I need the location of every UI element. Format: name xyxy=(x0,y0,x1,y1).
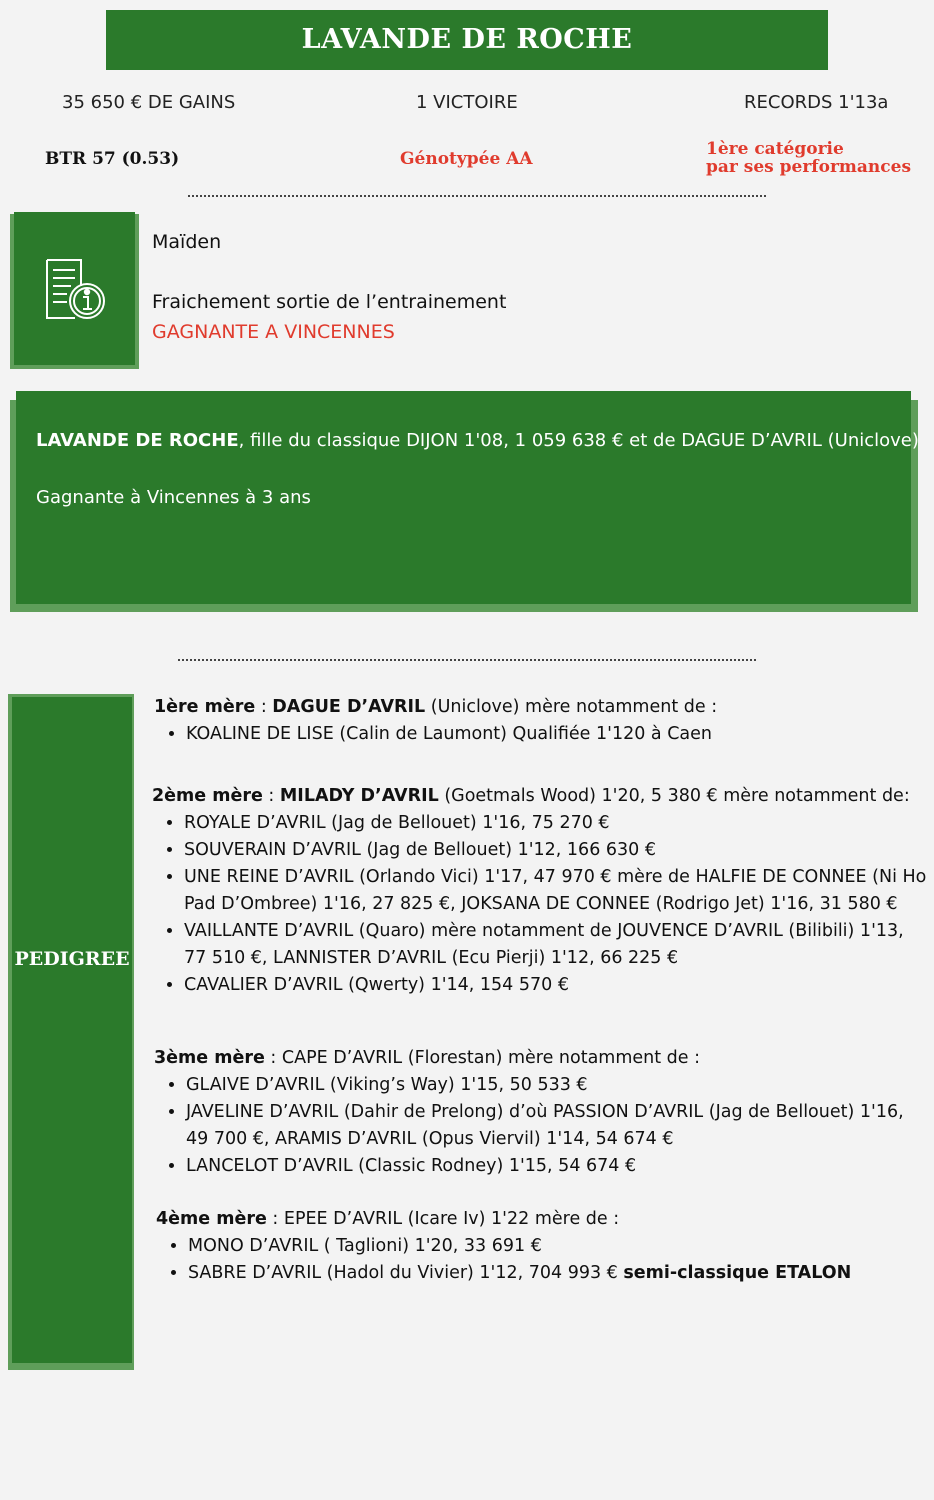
mere4-item2-text: SABRE D’AVRIL (Hadol du Vivier) 1'12, 704 993 € xyxy=(188,1263,624,1283)
list-item: • LANCELOT D’AVRIL (Classic Rodney) 1'15, 54 674 € xyxy=(186,1153,924,1180)
divider xyxy=(188,195,766,197)
gains-stat: 35 650 € DE GAINS xyxy=(62,92,236,113)
mere2-rank: 2ème mère xyxy=(152,786,263,806)
categorie-label xyxy=(706,140,911,176)
list-item: • ROYALE D’AVRIL (Jag de Bellouet) 1'16, 75 270 € xyxy=(184,810,930,837)
divider xyxy=(178,659,756,661)
mere1-heading xyxy=(154,694,924,721)
mere1-section xyxy=(154,694,924,748)
mere3-section xyxy=(154,1045,924,1180)
mere1-rank: 1ère mère xyxy=(154,697,256,717)
mere4-section xyxy=(156,1206,924,1287)
btr-label: BTR 57 (0.53) xyxy=(45,149,180,169)
page-title: LAVANDE DE ROCHE xyxy=(106,10,828,70)
pedigree-label-box xyxy=(12,697,132,1363)
list-item: • CAVALIER D’AVRIL (Qwerty) 1'14, 154 570 € xyxy=(184,972,930,999)
mere2-name: MILADY D’AVRIL xyxy=(279,786,439,806)
info-icon-box xyxy=(14,212,135,365)
list-item: • MONO D’AVRIL ( Taglioni) 1'20, 33 691 € xyxy=(188,1233,924,1260)
mere4-heading xyxy=(156,1206,924,1233)
mere3-list xyxy=(154,1072,924,1180)
mere2-heading xyxy=(152,783,930,810)
list-item: • GLAIVE D’AVRIL (Viking’s Way) 1'15, 50 533 € xyxy=(186,1072,924,1099)
categorie-line2: par ses performances xyxy=(706,157,912,177)
gagnante-status: GAGNANTE A VINCENNES xyxy=(152,321,395,343)
mere2-section xyxy=(152,783,930,999)
sortie-status: Fraichement sortie de l’entrainement xyxy=(152,291,507,313)
mere4-rank: 4ème mère xyxy=(156,1209,267,1229)
mere2-list xyxy=(152,810,930,999)
mere1-name: DAGUE D’AVRIL xyxy=(272,697,426,717)
records-stat: RECORDS 1'13a xyxy=(744,92,889,113)
mere4-item2-bold: semi-classique ETALON xyxy=(623,1263,852,1283)
list-item: • KOALINE DE LISE (Calin de Laumont) Qualifiée 1'120 à Caen xyxy=(186,721,924,748)
list-item: • JAVELINE D’AVRIL (Dahir de Prelong) d’où PASSION D’AVRIL (Jag de Bellouet) 1'16, 49 700 €, ARAMIS D’AVRIL (Opus Viervil) 1'14, 54 674 € xyxy=(186,1099,924,1153)
mere1-rest: (Uniclove) mère notamment de : xyxy=(425,697,718,717)
genotype-label: Génotypée AA xyxy=(400,149,533,169)
mere1-sep: : xyxy=(255,697,273,717)
horse-name: LAVANDE DE ROCHE xyxy=(36,430,239,451)
list-item: • UNE REINE D’AVRIL (Orlando Vici) 1'17, 47 970 € mère de HALFIE DE CONNEE (Ni Ho Pad D’Ombree) 1'16, 27 825 €, JOKSANA DE CONNEE (Rodrigo Jet) 1'16, 31 580 € xyxy=(184,864,930,918)
mere1-list xyxy=(154,721,924,748)
mere2-rest: (Goetmals Wood) 1'20, 5 380 € mère notamment de: xyxy=(438,786,910,806)
mere2-sep: : xyxy=(262,786,280,806)
mere4-list xyxy=(156,1233,924,1287)
mere3-rest: : CAPE D’AVRIL (Florestan) mère notamment de : xyxy=(264,1048,701,1068)
victoires-stat: 1 VICTOIRE xyxy=(416,92,518,113)
description-line1 xyxy=(36,430,919,451)
mere3-rank: 3ème mère xyxy=(154,1048,265,1068)
mere4-rest: : EPEE D’AVRIL (Icare Iv) 1'22 mère de : xyxy=(266,1209,620,1229)
pedigree-label: PEDIGREE xyxy=(14,948,130,970)
list-item: • SOUVERAIN D’AVRIL (Jag de Bellouet) 1'12, 166 630 € xyxy=(184,837,930,864)
description-line2: Gagnante à Vincennes à 3 ans xyxy=(36,487,311,508)
list-item: • VAILLANTE D’AVRIL (Quaro) mère notamment de JOUVENCE D’AVRIL (Bilibili) 1'13, 77 510 €, LANNISTER D’AVRIL (Ecu Pierji) 1'12, 66 225 € xyxy=(184,918,930,972)
document-info-icon xyxy=(41,256,111,326)
mere3-heading xyxy=(154,1045,924,1072)
description-parentage: , fille du classique DIJON 1'08, 1 059 638 € et de DAGUE D’AVRIL (Uniclove) xyxy=(238,430,919,451)
maiden-status: Maïden xyxy=(152,231,222,253)
list-item xyxy=(188,1260,924,1287)
categorie-line1: 1ère catégorie xyxy=(706,139,844,159)
